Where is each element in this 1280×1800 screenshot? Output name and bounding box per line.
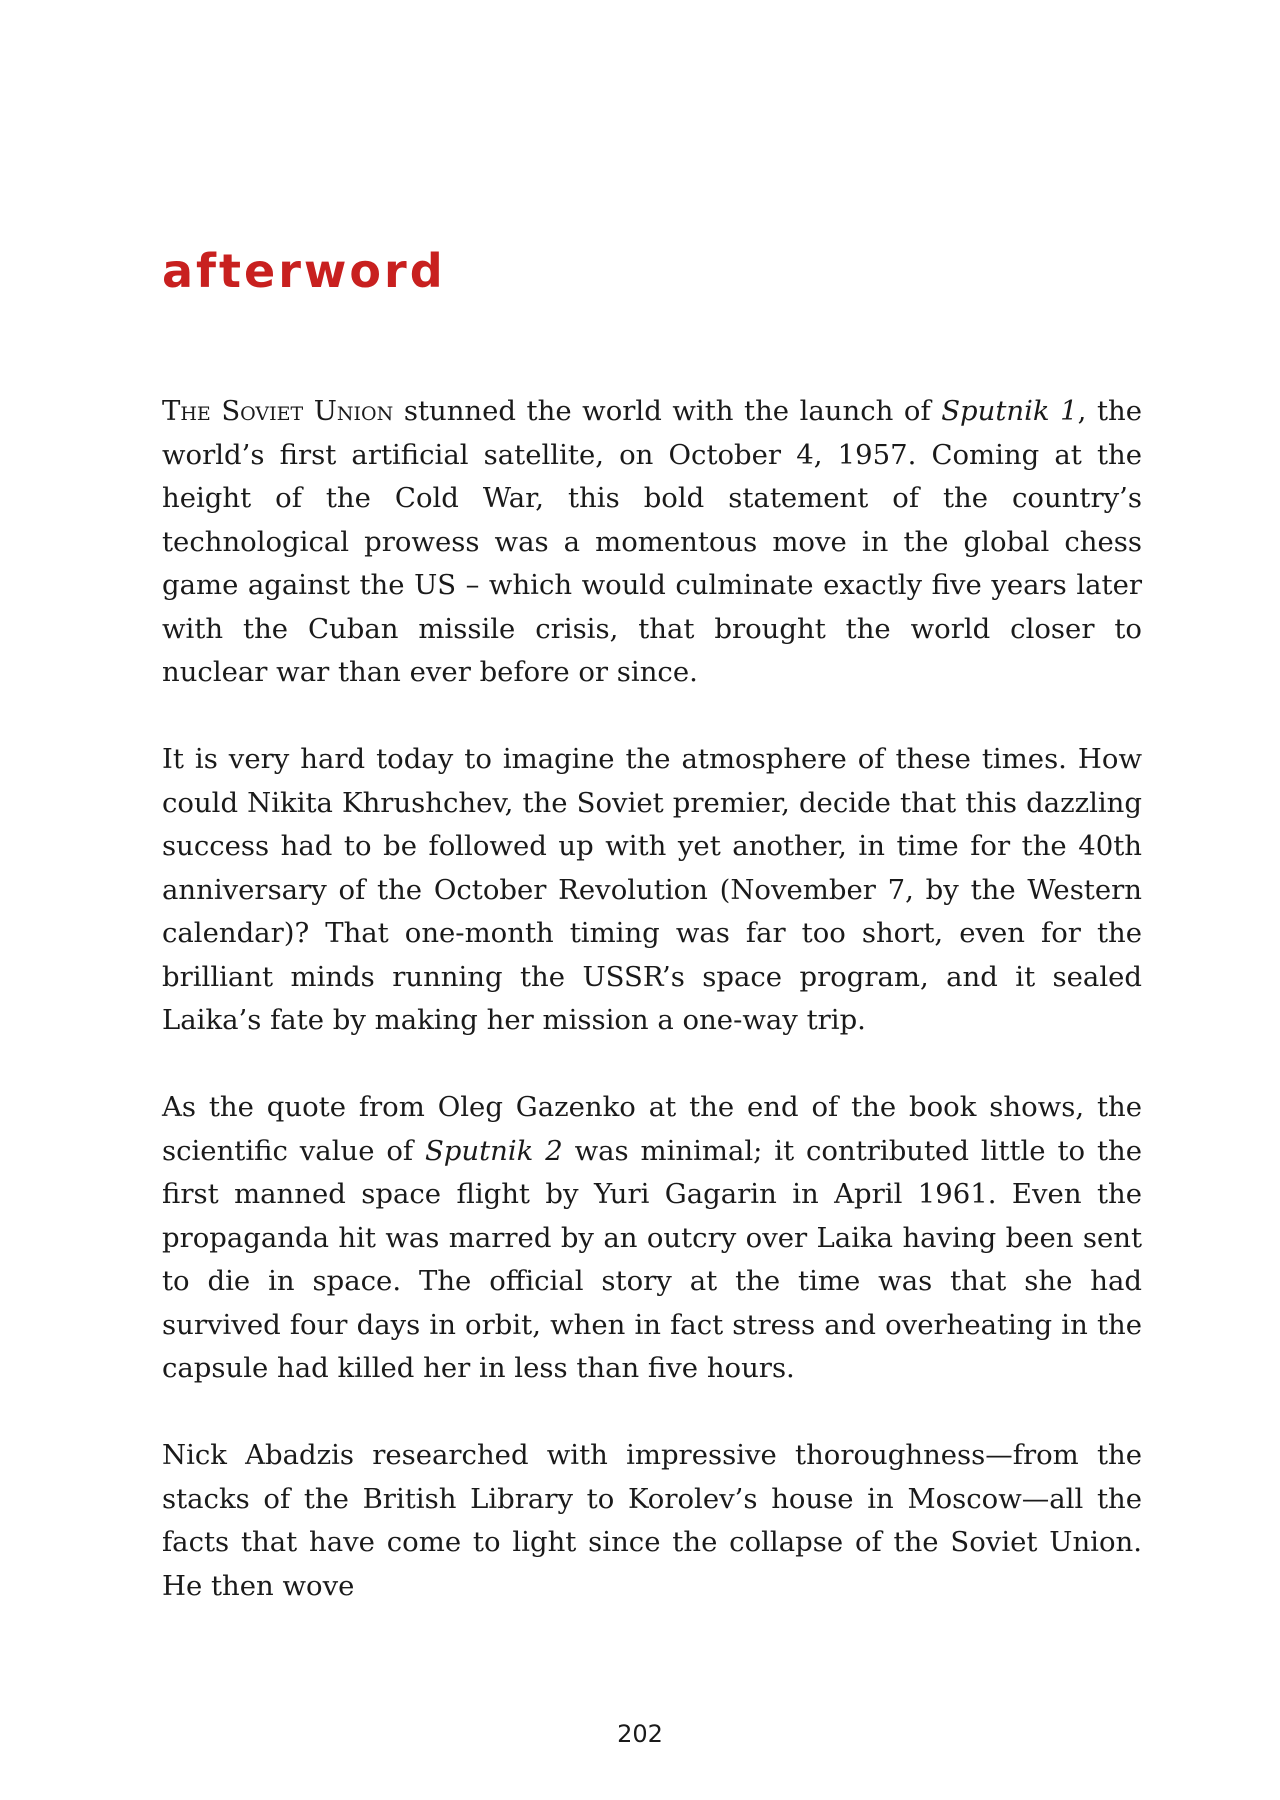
page-number: 202 (617, 1720, 663, 1748)
book-title-sputnik-1: Sputnik 1 (941, 395, 1078, 427)
paragraph-4: Nick Abadzis researched with impressive thoroughness—from the stacks of the British Library to Korolev’s house in Moscow—all the facts that have come to light since the collapse of the Soviet Union. He then wove (162, 1439, 1142, 1602)
paragraph-1: The Soviet Union stunned the world with the launch of Sputnik 1, the world’s first artificial satellite, on October 4, 1957. Coming at the height of the Cold War, this bold statement of the country’s technological prowess was a momentous move in the global chess game against the US – which would culminate exactly five years later with the Cuban missile crisis, that brought the world closer to nuclear war than ever before or since. (162, 395, 1142, 688)
paragraph-2: It is very hard today to imagine the atmosphere of these times. How could Nikita Khrushchev, the Soviet premier, decide that this dazzling success had to be followed up with yet another, in time for the 40th anniversary of the October Revolution (November 7, by the Western calendar)? That one-month timing was far too short, even for the brilliant minds running the USSR’s space program, and it sealed Laika’s fate by making her mission a one-way trip. (162, 743, 1142, 1036)
lead-in-small-caps: The Soviet Union (162, 395, 394, 427)
chapter-title: afterword (162, 244, 446, 298)
book-title-sputnik-2: Sputnik 2 (424, 1134, 563, 1167)
body-text (162, 390, 1142, 1652)
paragraph-3: As the quote from Oleg Gazenko at the end of the book shows, the scientific value of Sputnik 2 was minimal; it contributed little to the first manned space flight by Yuri Gagarin in April 1961. Even the propaganda hit was marred by an outcry over Laika having been sent to die in space. The official story at the time was that she had survived four days in orbit, when in fact stress and overheating in the capsule had killed her in less than five hours. (162, 1091, 1142, 1384)
